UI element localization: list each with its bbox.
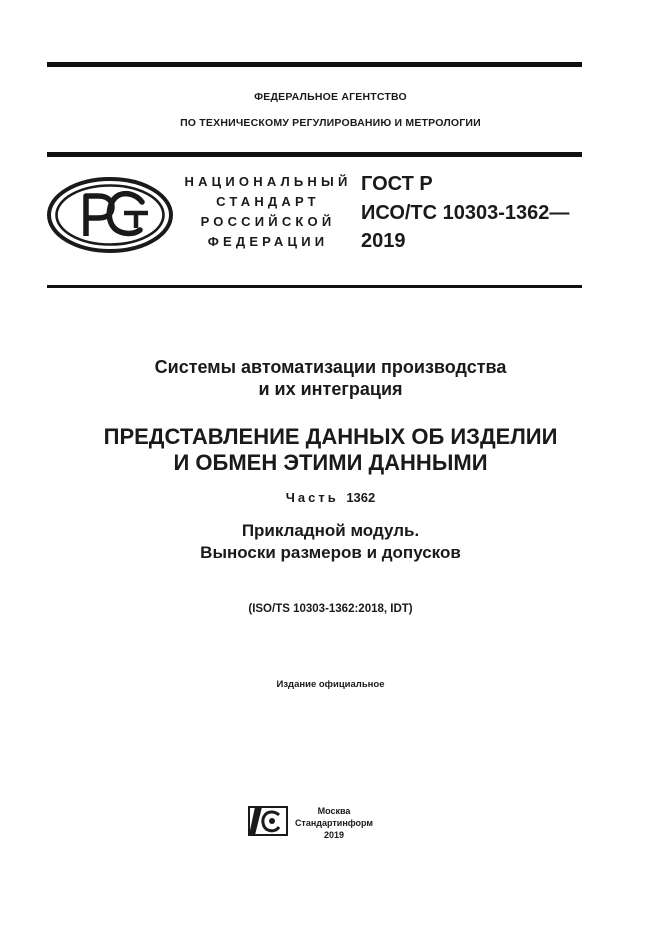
publisher-city: Москва [317, 806, 351, 816]
edition-note: Издание официальное [276, 679, 385, 690]
designation-line-1: ГОСТ Р [361, 173, 433, 195]
header-rule [47, 152, 582, 157]
main-title [0, 424, 661, 476]
part-heading [0, 490, 661, 505]
national-standard-line-1: НАЦИОНАЛЬНЫЙ [184, 174, 352, 189]
gost-r-logo-icon [46, 176, 174, 254]
part-label: Часть [285, 490, 339, 505]
national-standard-label [180, 172, 356, 252]
top-rule [47, 62, 582, 67]
agency-line-1: ФЕДЕРАЛЬНОЕ АГЕНТСТВО [254, 91, 407, 103]
module-title [0, 520, 661, 564]
publisher-name: Стандартинформ [294, 818, 374, 828]
series-title-line-2: и их интеграция [258, 379, 403, 399]
series-title [0, 356, 661, 400]
module-title-line-2: Выноски размеров и допусков [200, 543, 461, 562]
main-title-line-1: ПРЕДСТАВЛЕНИЕ ДАННЫХ ОБ ИЗДЕЛИИ [103, 424, 558, 449]
standartinform-logo-icon [248, 806, 288, 836]
module-title-line-1: Прикладной модуль. [241, 521, 420, 540]
standard-designation [361, 170, 569, 256]
designation-line-2: ИСО/ТС 10303-1362— [361, 201, 570, 224]
agency-line-2: ПО ТЕХНИЧЕСКОМУ РЕГУЛИРОВАНИЮ И МЕТРОЛОГИИ [180, 117, 481, 129]
designation-rule [47, 285, 582, 288]
publisher-info [294, 805, 374, 841]
series-title-line-1: Системы автоматизации производства [154, 357, 507, 377]
national-standard-line-3: РОССИЙСКОЙ [200, 214, 336, 229]
iso-reference: (ISO/TS 10303-1362:2018, IDT) [248, 603, 413, 615]
publisher-year: 2019 [323, 830, 345, 840]
part-number: 1362 [346, 490, 376, 505]
national-standard-line-4: ФЕДЕРАЦИИ [207, 234, 329, 249]
main-title-line-2: И ОБМЕН ЭТИМИ ДАННЫМИ [173, 450, 488, 475]
designation-line-3: 2019 [361, 230, 406, 252]
national-standard-line-2: СТАНДАРТ [216, 194, 320, 209]
